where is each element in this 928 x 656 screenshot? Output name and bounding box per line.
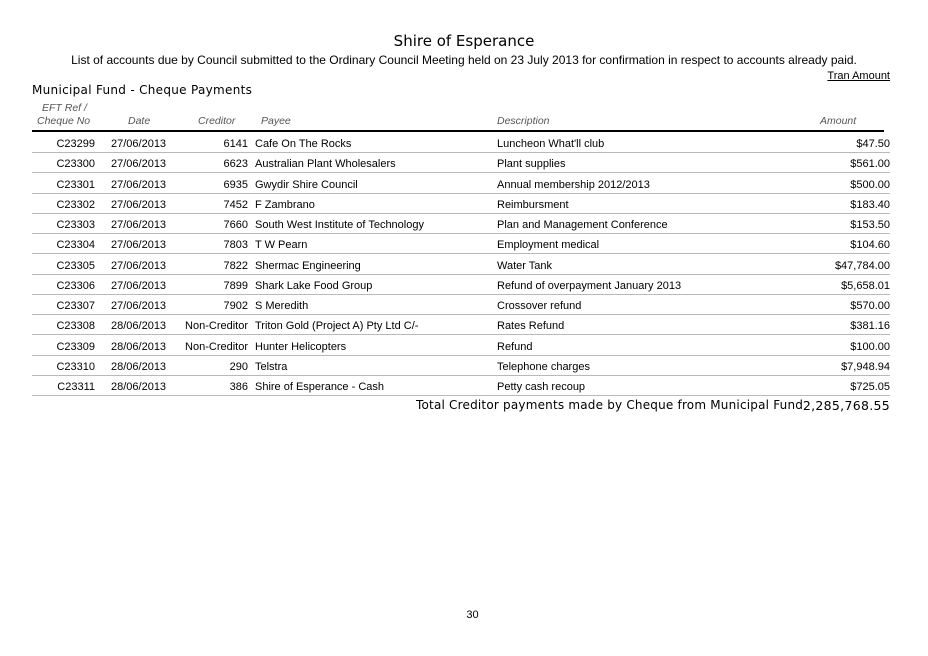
payment-description: Refund (497, 340, 533, 353)
creditor-id: 6141 (223, 138, 248, 150)
payee-name: Gwydir Shire Council (255, 178, 358, 191)
payment-amount: $100.00 (850, 340, 890, 353)
table-row (32, 133, 890, 153)
column-header-payee: Payee (261, 115, 291, 127)
total-label: Total Creditor payments made by Cheque from Municipal Fund (416, 398, 804, 412)
cheque-number: C23300 (56, 158, 95, 171)
payment-amount: $47.50 (856, 138, 890, 150)
table-row (32, 194, 890, 214)
tran-amount-label: Tran Amount (827, 70, 890, 82)
cheque-number: C23307 (56, 300, 95, 312)
row-divider (32, 395, 890, 396)
document-subtitle: List of accounts due by Council submitted to the Ordinary Council Meeting held on 23 July 2013 for confirmation in respect to accounts already paid. (71, 53, 857, 67)
cheque-number: C23306 (56, 279, 95, 292)
cheque-number: C23302 (56, 198, 95, 211)
table-row (32, 174, 890, 194)
payee-name: T W Pearn (255, 239, 308, 252)
column-header-eft-ref: EFT Ref / (42, 102, 87, 114)
creditor-id: 6935 (223, 178, 248, 191)
payment-description: Reimbursment (497, 198, 569, 211)
cheque-number: C23305 (56, 259, 95, 272)
payment-date: 27/06/2013 (111, 219, 167, 231)
payment-description: Annual membership 2012/2013 (497, 178, 650, 191)
page-number: 30 (466, 609, 479, 621)
creditor-id: 290 (229, 360, 248, 373)
payment-description: Telephone charges (497, 360, 590, 373)
table-row (32, 336, 890, 356)
column-header-cheque-no: Cheque No (37, 115, 91, 127)
creditor-id: 7902 (223, 300, 248, 312)
payee-name: Hunter Helicopters (255, 340, 347, 353)
column-header-date: Date (128, 115, 151, 127)
payment-date: 27/06/2013 (111, 239, 167, 252)
creditor-id: 7899 (223, 279, 248, 292)
creditor-id: 7822 (223, 259, 248, 272)
payee-name: F Zambrano (255, 198, 315, 211)
column-header-creditor: Creditor (198, 115, 236, 127)
payment-amount: $7,948.94 (841, 360, 890, 373)
payment-date: 28/06/2013 (111, 320, 167, 333)
cheque-number: C23303 (56, 219, 95, 231)
creditor-id: Non-Creditor (185, 320, 248, 333)
payee-name: Shark Lake Food Group (255, 279, 373, 292)
payment-description: Plant supplies (497, 158, 566, 171)
creditor-id: 7803 (223, 239, 248, 252)
payment-amount: $153.50 (850, 219, 890, 231)
payment-amount: $500.00 (850, 178, 890, 191)
table-row (32, 153, 890, 173)
payment-amount: $381.16 (850, 320, 890, 333)
creditor-id: Non-Creditor (185, 340, 248, 353)
payee-name: Shire of Esperance - Cash (255, 381, 385, 393)
creditor-id: 7452 (223, 198, 248, 211)
table-row (32, 255, 890, 275)
payment-date: 27/06/2013 (111, 178, 167, 191)
payee-name: Telstra (255, 360, 288, 373)
payment-description: Water Tank (497, 259, 553, 272)
payee-name: Triton Gold (Project A) Pty Ltd C/- (255, 320, 419, 333)
payment-amount: $570.00 (850, 300, 890, 312)
payment-amount: $47,784.00 (834, 259, 890, 272)
table-row (32, 234, 890, 254)
creditor-id: 386 (229, 381, 248, 393)
payment-date: 27/06/2013 (111, 138, 167, 150)
payment-date: 27/06/2013 (111, 259, 167, 272)
table-row (32, 315, 890, 335)
payee-name: Australian Plant Wholesalers (255, 158, 396, 171)
payment-date: 27/06/2013 (111, 198, 167, 211)
payment-amount: $183.40 (850, 198, 890, 211)
total-value: 2,285,768.55 (802, 398, 890, 413)
payment-description: Petty cash recoup (497, 381, 586, 393)
cheque-number: C23299 (56, 138, 95, 150)
column-header-description: Description (497, 115, 550, 127)
payment-amount: $561.00 (850, 158, 890, 171)
payment-description: Plan and Management Conference (497, 219, 668, 231)
payment-amount: $5,658.01 (841, 279, 890, 292)
payee-name: Cafe On The Rocks (255, 138, 352, 150)
payment-date: 28/06/2013 (111, 360, 167, 373)
section-title: Municipal Fund - Cheque Payments (32, 83, 253, 97)
payee-name: South West Institute of Technology (255, 219, 424, 231)
cheque-number: C23301 (56, 178, 95, 191)
header-divider (32, 130, 884, 132)
cheque-number: C23310 (56, 360, 95, 373)
cheque-number: C23308 (56, 320, 95, 333)
payment-description: Crossover refund (497, 300, 582, 312)
table-row (32, 356, 890, 376)
payee-name: Shermac Engineering (255, 259, 361, 272)
payment-date: 27/06/2013 (111, 279, 167, 292)
payment-description: Employment medical (497, 239, 600, 252)
payee-name: S Meredith (255, 300, 309, 312)
table-row (32, 376, 890, 396)
payment-description: Rates Refund (497, 320, 565, 333)
payment-date: 28/06/2013 (111, 381, 167, 393)
payment-date: 27/06/2013 (111, 300, 167, 312)
table-row (32, 275, 890, 295)
document-title: Shire of Esperance (393, 32, 535, 50)
cheque-number: C23309 (56, 340, 95, 353)
table-row (32, 214, 890, 234)
payment-date: 27/06/2013 (111, 158, 167, 171)
payment-description: Refund of overpayment January 2013 (497, 279, 682, 292)
creditor-id: 7660 (223, 219, 248, 231)
payment-amount: $104.60 (850, 239, 890, 252)
cheque-number: C23311 (57, 381, 95, 393)
table-row (32, 295, 890, 315)
payment-amount: $725.05 (850, 381, 890, 393)
creditor-id: 6623 (223, 158, 248, 171)
payment-description: Luncheon What'll club (497, 138, 605, 150)
column-header-amount: Amount (820, 115, 857, 127)
cheque-number: C23304 (56, 239, 95, 252)
payment-date: 28/06/2013 (111, 340, 167, 353)
